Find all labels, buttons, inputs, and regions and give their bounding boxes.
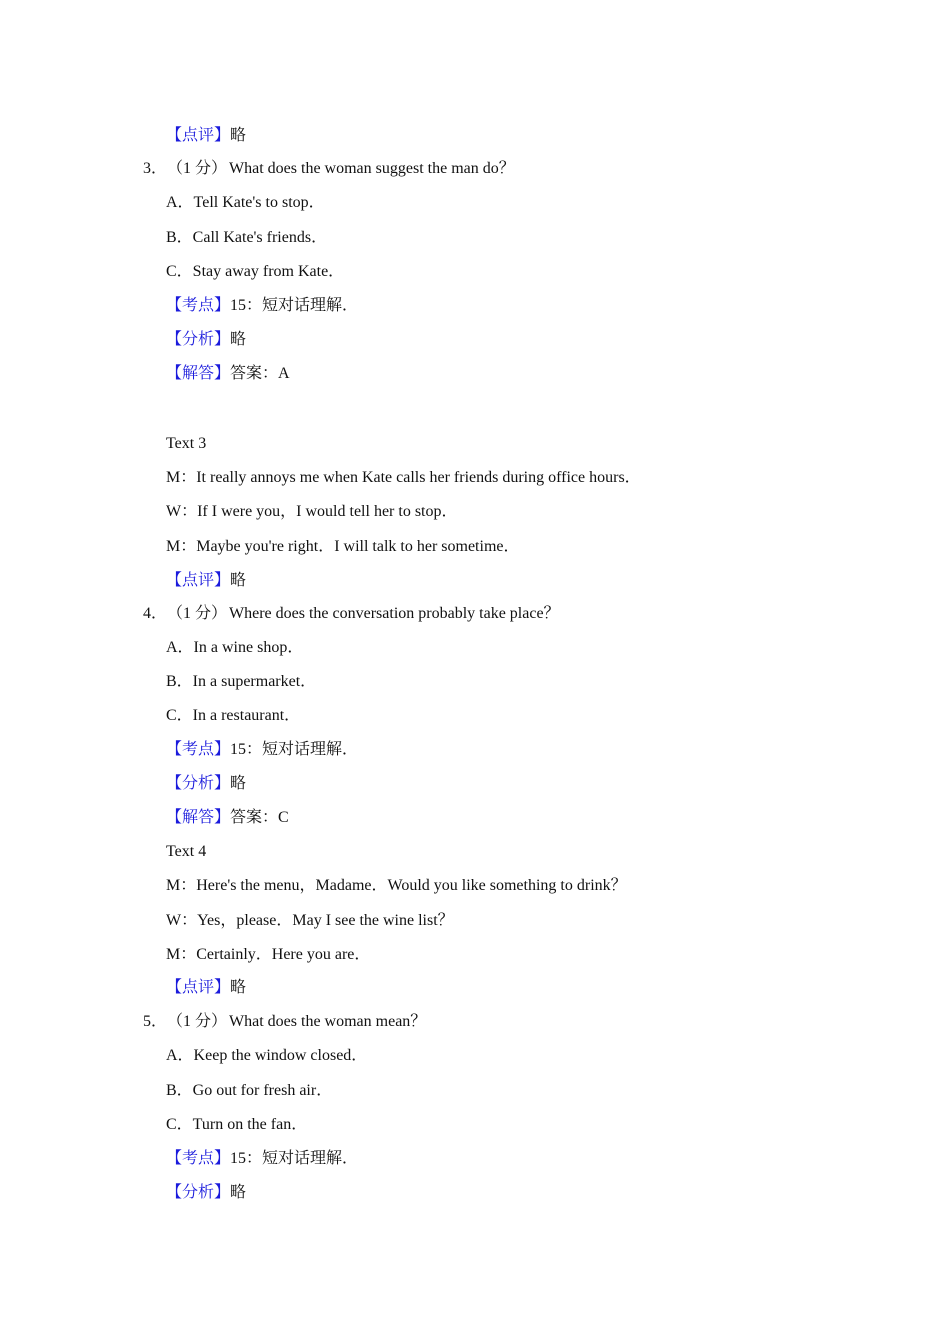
transcript-line: M：Here's the menu，Madame．Would you like something to drink？ — [166, 877, 627, 894]
transcript-line: M：Maybe you're right．I will talk to her sometime． — [166, 538, 520, 555]
annotation-tag: 【点评】 — [166, 572, 231, 589]
annotation-text: 略 — [230, 127, 247, 144]
annotation-tag: 【点评】 — [166, 979, 231, 996]
transcript-line: W：If I were you，I would tell her to stop． — [166, 503, 458, 520]
question-number: 5． — [143, 1013, 168, 1030]
annotation-text: 略 — [230, 1184, 247, 1201]
question-line — [143, 604, 560, 624]
annotation-text: 15：短对话理解． — [230, 741, 359, 758]
annotation-line — [166, 364, 290, 384]
annotation-text: 15：短对话理解． — [230, 297, 359, 314]
annotation-text: 略 — [230, 775, 247, 792]
annotation-tag: 【分析】 — [166, 331, 231, 348]
answer-option: B．In a supermarket． — [166, 673, 317, 690]
transcript-line: Text 4 — [166, 843, 207, 860]
answer-option: C．Stay away from Kate． — [166, 263, 345, 280]
annotation-line — [166, 808, 289, 828]
question-text: Where does the conversation probably take place？ — [229, 605, 560, 622]
annotation-text: 答案：C — [230, 809, 289, 826]
annotation-tag: 【解答】 — [166, 365, 231, 382]
question-line — [143, 1012, 426, 1032]
transcript-line: W：Yes，please．May I see the wine list？ — [166, 912, 454, 929]
annotation-tag: 【考点】 — [166, 1150, 231, 1167]
annotation-tag: 【考点】 — [166, 741, 231, 758]
annotation-line — [166, 296, 358, 316]
answer-option: A．Keep the window closed． — [166, 1047, 368, 1064]
annotation-tag: 【分析】 — [166, 1184, 231, 1201]
annotation-text: 略 — [230, 979, 247, 996]
annotation-tag: 【考点】 — [166, 297, 231, 314]
annotation-tag: 【分析】 — [166, 775, 231, 792]
transcript-line: M：Certainly．Here you are． — [166, 946, 371, 963]
answer-option: B．Call Kate's friends． — [166, 229, 328, 246]
annotation-text: 答案：A — [230, 365, 290, 382]
annotation-line — [166, 774, 246, 794]
annotation-line — [166, 740, 358, 760]
question-score: （1 分） — [167, 1013, 228, 1030]
question-text: What does the woman mean？ — [229, 1013, 427, 1030]
answer-option: C．Turn on the fan． — [166, 1116, 308, 1133]
annotation-line — [166, 126, 246, 146]
transcript-line: M：It really annoys me when Kate calls her friends during office hours． — [166, 469, 641, 486]
question-line — [143, 159, 515, 179]
annotation-text: 略 — [230, 331, 247, 348]
annotation-line — [166, 978, 246, 998]
transcript-line: Text 3 — [166, 435, 207, 452]
answer-option: A．In a wine shop． — [166, 639, 304, 656]
annotation-line — [166, 1149, 358, 1169]
answer-option: A．Tell Kate's to stop． — [166, 194, 325, 211]
question-score: （1 分） — [167, 605, 228, 622]
annotation-line — [166, 571, 246, 591]
question-score: （1 分） — [167, 160, 228, 177]
answer-option: C．In a restaurant． — [166, 707, 301, 724]
annotation-text: 15：短对话理解． — [230, 1150, 359, 1167]
question-number: 4． — [143, 605, 168, 622]
annotation-text: 略 — [230, 572, 247, 589]
annotation-tag: 【点评】 — [166, 127, 231, 144]
answer-option: B．Go out for fresh air． — [166, 1082, 333, 1099]
question-text: What does the woman suggest the man do？ — [229, 160, 515, 177]
annotation-line — [166, 1183, 246, 1203]
question-number: 3． — [143, 160, 168, 177]
annotation-tag: 【解答】 — [166, 809, 231, 826]
annotation-line — [166, 330, 246, 350]
